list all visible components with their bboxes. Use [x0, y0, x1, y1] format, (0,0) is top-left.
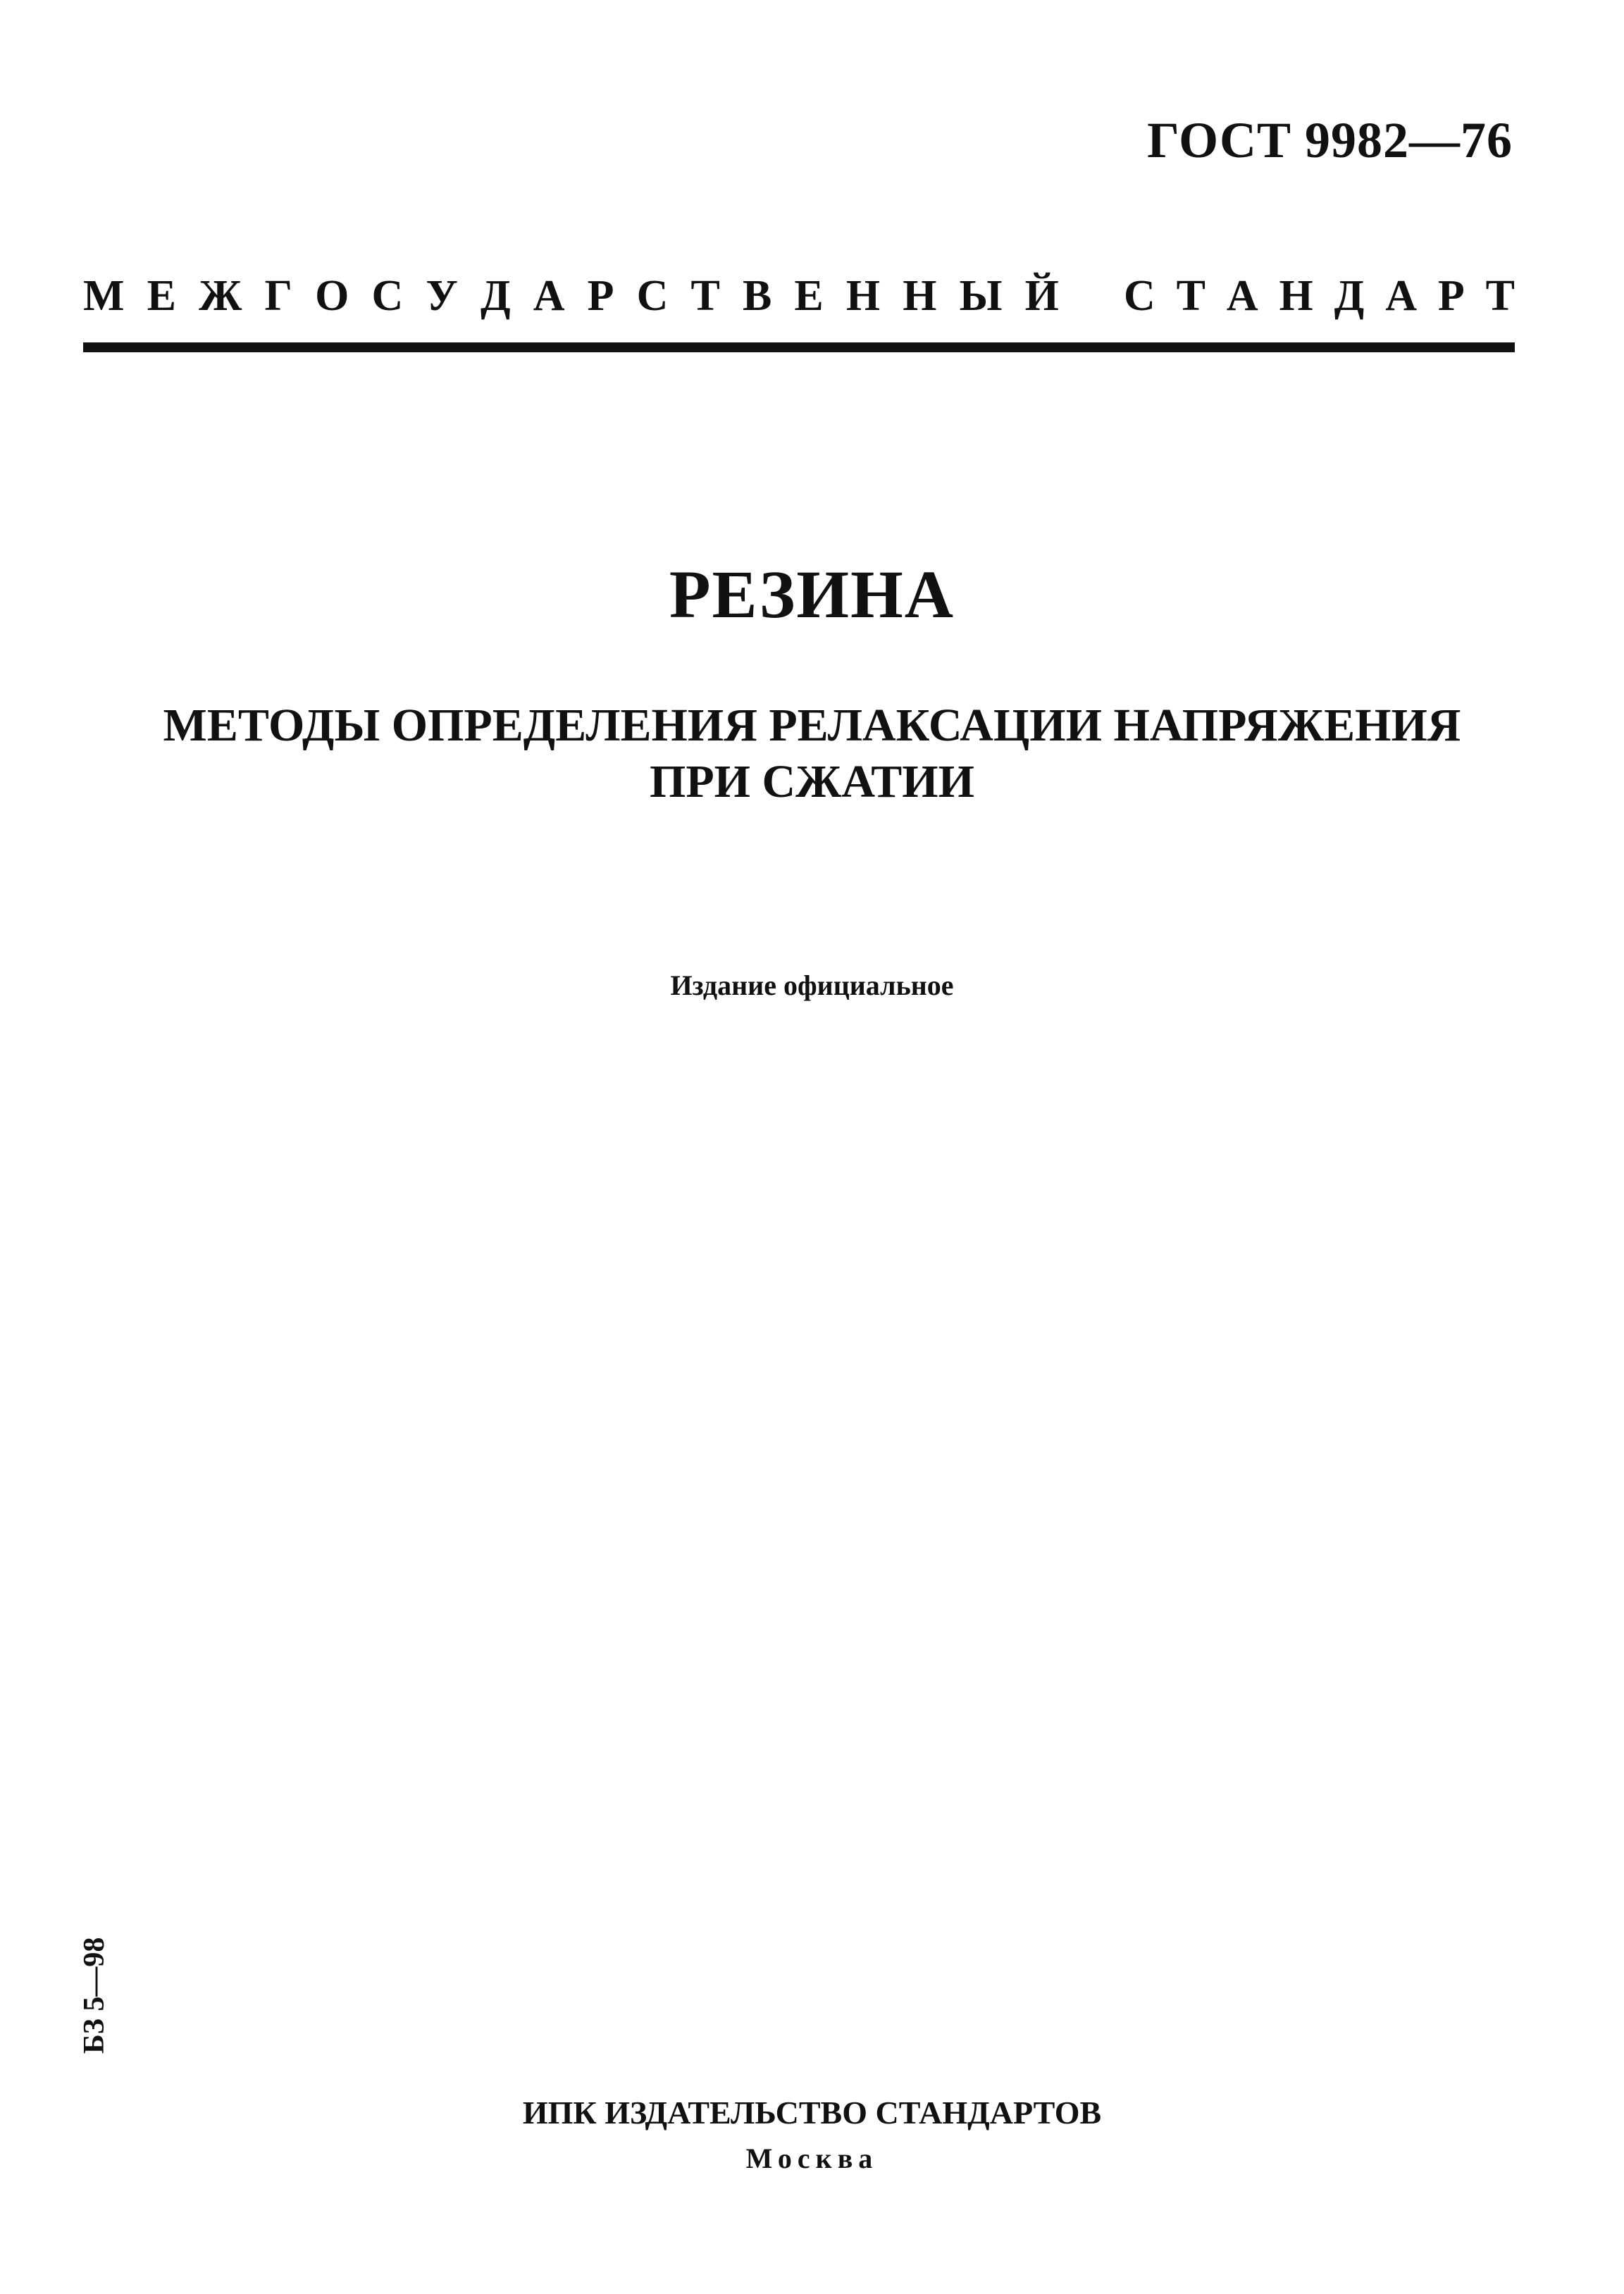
- series-letter: В: [742, 271, 772, 320]
- side-mark: БЗ 5—98: [78, 1937, 111, 2054]
- series-letter: С: [636, 271, 669, 320]
- series-letter: Р: [587, 271, 614, 320]
- series-letter: Н: [1279, 271, 1313, 320]
- series-letter: С: [371, 271, 404, 320]
- series-letter: Д: [1334, 271, 1365, 320]
- series-letter: Е: [794, 271, 824, 320]
- series-letter: А: [533, 271, 565, 320]
- series-letter: У: [426, 271, 458, 320]
- header-rule: [83, 342, 1515, 352]
- series-letter: Ы: [959, 271, 1003, 320]
- series-letter: Н: [845, 271, 881, 320]
- series-letter: М: [83, 271, 125, 320]
- series-letter: Е: [147, 271, 176, 320]
- edition-label: Издание официальное: [670, 969, 954, 1001]
- series-letter: Й: [1024, 271, 1059, 320]
- series-letter: Р: [1437, 271, 1465, 320]
- series-word-standard: [1124, 271, 1515, 321]
- document-subtitle: [0, 698, 1624, 810]
- series-letter: Т: [1176, 271, 1206, 320]
- series-letter: Д: [480, 271, 511, 320]
- series-letter: А: [1385, 271, 1417, 320]
- series-word-interstate: [83, 271, 1059, 321]
- subtitle-line-1: МЕТОДЫ ОПРЕДЕЛЕНИЯ РЕЛАКСАЦИИ НАПРЯЖЕНИЯ: [163, 700, 1461, 751]
- series-letter: Н: [903, 271, 937, 320]
- series-letter: С: [1124, 271, 1155, 320]
- series-letter: О: [315, 271, 349, 320]
- subtitle-line-2: ПРИ СЖАТИИ: [650, 756, 974, 807]
- series-letter: Г: [264, 271, 292, 320]
- series-title: [83, 268, 1515, 324]
- series-letter: Т: [690, 271, 720, 320]
- series-letter: А: [1226, 271, 1258, 320]
- document-title: РЕЗИНА: [669, 557, 955, 632]
- publisher-name: ИПК ИЗДАТЕЛЬСТВО СТАНДАРТОВ: [522, 2095, 1102, 2131]
- series-letter: Т: [1485, 271, 1515, 320]
- publisher-city: Москва: [745, 2143, 879, 2174]
- series-letter: Ж: [199, 271, 242, 320]
- standard-number: ГОСТ 9982—76: [1147, 112, 1513, 168]
